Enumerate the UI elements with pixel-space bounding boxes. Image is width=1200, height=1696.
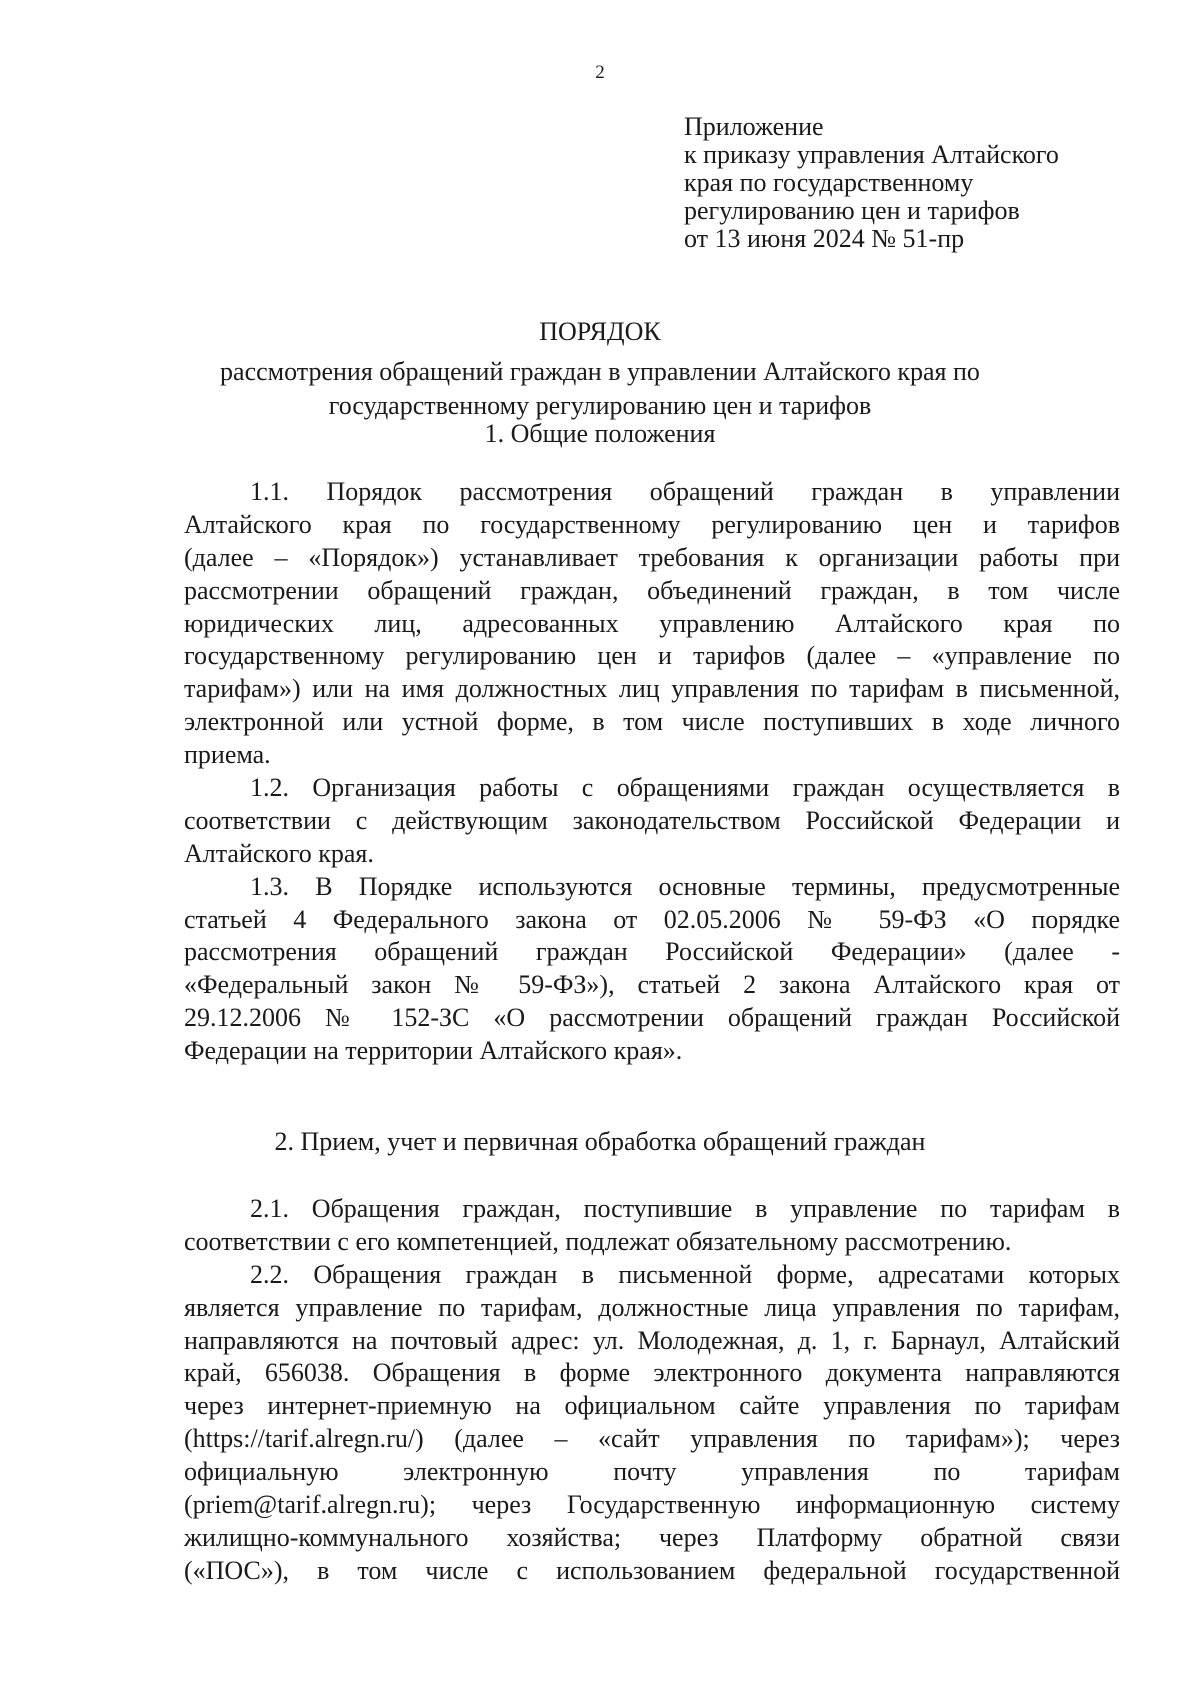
paragraph-line: (https://tarif.alregn.ru/) (далее – «сайт управления по тарифам»); через (184, 1424, 1120, 1454)
paragraph-line: приема. (184, 740, 271, 770)
annex-line: к приказу управления Алтайского (684, 140, 1059, 169)
paragraph-line: (далее – «Порядок») устанавливает требования к организации работы при (184, 542, 1120, 572)
annex-line: от 13 июня 2024 № 51-пр (684, 224, 965, 253)
paragraph-line: рассмотрения обращений граждан Российской Федерации» (далее - (184, 937, 1120, 967)
paragraph-line: (priem@tarif.alregn.ru); через Государственную информационную систему (184, 1490, 1120, 1520)
document-title: ПОРЯДОК (539, 317, 661, 346)
paragraph-line: государственному регулированию цен и тарифов (далее – «управление по (184, 641, 1120, 671)
annex-line: края по государственному (684, 168, 974, 197)
paragraph-line: юридических лиц, адресованных управлению Алтайского края по (184, 608, 1120, 638)
annex-line: Приложение (684, 112, 824, 141)
paragraph-line: направляются на почтовый адрес: ул. Молодежная, д. 1, г. Барнаул, Алтайский (184, 1325, 1120, 1355)
subtitle-line: государственному регулированию цен и тарифов (328, 391, 872, 420)
paragraph-line: тарифам») или на имя должностных лиц управления по тарифам в письменной, (184, 674, 1120, 704)
paragraph-line: рассмотрении обращений граждан, объединений граждан, в том числе (184, 575, 1120, 605)
paragraph-line: 1.1. Порядок рассмотрения обращений граждан в управлении (250, 477, 1120, 506)
section-heading-2: 2. Прием, учет и первичная обработка обращений граждан (274, 1127, 926, 1156)
section-heading-1: 1. Общие положения (484, 419, 716, 448)
paragraph-line: 29.12.2006 № 152-ЗС «О рассмотрении обращений граждан Российской (184, 1003, 1120, 1033)
paragraph-line: жилищно-коммунального хозяйства; через Платформу обратной связи (184, 1522, 1120, 1552)
paragraph-line: 1.3. В Порядке используются основные термины, предусмотренные (250, 871, 1120, 901)
section-1-body (184, 476, 1120, 1068)
subtitle-line: рассмотрения обращений граждан в управлении Алтайского края по (220, 357, 980, 386)
annex-block (684, 113, 1144, 253)
section-2-body (184, 1193, 1120, 1588)
paragraph-line: край, 656038. Обращения в форме электронного документа направляются (184, 1358, 1120, 1388)
paragraph-line: является управление по тарифам, должностные лица управления по тарифам, (184, 1292, 1120, 1322)
paragraph-line: соответствии с действующим законодательством Российской Федерации и (184, 805, 1120, 835)
paragraph-line: 2.2. Обращения граждан в письменной форме, адресатами которых (250, 1259, 1120, 1289)
paragraph-line: «Федеральный закон № 59-ФЗ»), статьей 2 закона Алтайского края от (184, 970, 1120, 1000)
paragraph-line: через интернет-приемную на официальном сайте управления по тарифам (184, 1391, 1120, 1421)
paragraph-line: статьей 4 Федерального закона от 02.05.2006 № 59-ФЗ «О порядке (184, 904, 1120, 934)
document-subtitle (0, 355, 1200, 423)
annex-line: регулированию цен и тарифов (684, 196, 1020, 225)
paragraph-line: электронной или устной форме, в том числе поступивших в ходе личного (184, 707, 1120, 737)
paragraph-line: 2.1. Обращения граждан, поступившие в управление по тарифам в (250, 1194, 1120, 1223)
paragraph-line: соответствии с его компетенцией, подлежат обязательному рассмотрению. (184, 1226, 1012, 1256)
paragraph-line: Федерации на территории Алтайского края». (184, 1036, 683, 1066)
paragraph-line: («ПОС»), в том числе с использованием федеральной государственной (184, 1555, 1120, 1585)
paragraph-line: официальную электронную почту управления по тарифам (184, 1457, 1120, 1487)
page-number: 2 (595, 62, 605, 83)
paragraph-line: Алтайского края по государственному регулированию цен и тарифов (184, 509, 1120, 539)
paragraph-line: 1.2. Организация работы с обращениями граждан осуществляется в (250, 773, 1120, 803)
paragraph-line: Алтайского края. (184, 838, 374, 868)
